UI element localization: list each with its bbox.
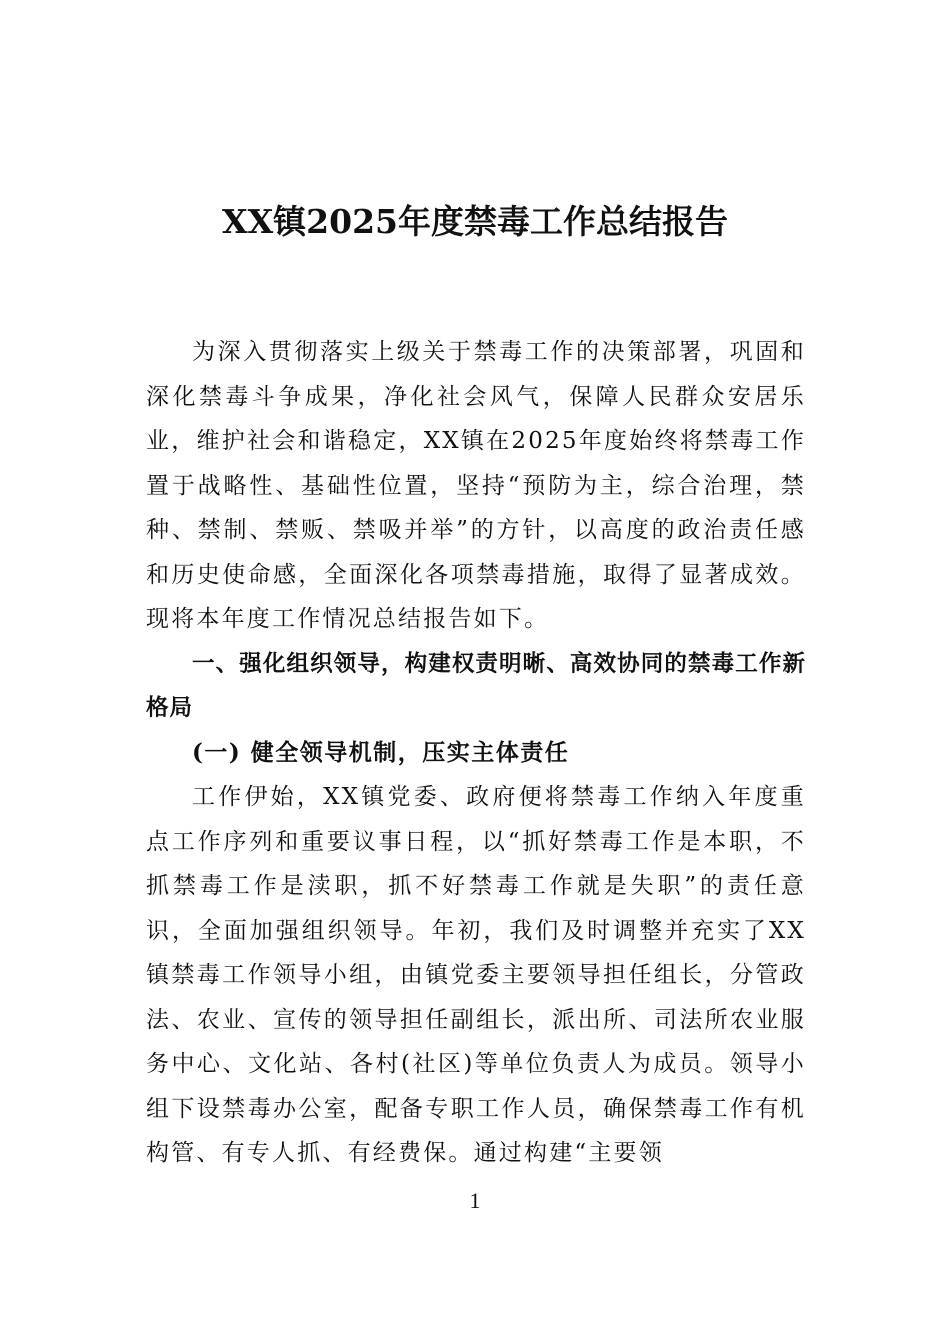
document-body <box>146 330 806 1176</box>
document-title: XX镇2025年度禁毒工作总结报告 <box>221 202 729 241</box>
intro-paragraph: 为深入贯彻落实上级关于禁毒工作的决策部署，巩固和深化禁毒斗争成果，净化社会风气，保障人民群众安居乐业，维护社会和谐稳定，XX镇在2025年度始终将禁毒工作置于战略性、基础性位置，坚持“预防为主，综合治理，禁种、禁制、禁贩、禁吸并举”的方针，以高度的政治责任感和历史使命感，全面深化各项禁毒措施，取得了显著成效。现将本年度工作情况总结报告如下。 <box>146 339 806 632</box>
section-heading-1: 一、强化组织领导，构建权责明晰、高效协同的禁毒工作新格局 <box>146 650 806 721</box>
subsection-heading-1: (一) 健全领导机制，压实主体责任 <box>192 738 570 766</box>
subsection-paragraph-1: 工作伊始，XX镇党委、政府便将禁毒工作纳入年度重点工作序列和重要议事日程，以“抓好禁毒工作是本职，不抓禁毒工作是渎职，抓不好禁毒工作就是失职”的责任意识，全面加强组织领导。年初，我们及时调整并充实了XX镇禁毒工作领导小组，由镇党委主要领导担任组长，分管政法、农业、宣传的领导担任副组长，派出所、司法所农业服务中心、文化站、各村(社区)等单位负责人为成员。领导小组下设禁毒办公室，配备专职工作人员，确保禁毒工作有机构管、有专人抓、有经费保。通过构建“主要领 <box>146 784 806 1166</box>
page-number: 1 <box>469 1188 481 1213</box>
